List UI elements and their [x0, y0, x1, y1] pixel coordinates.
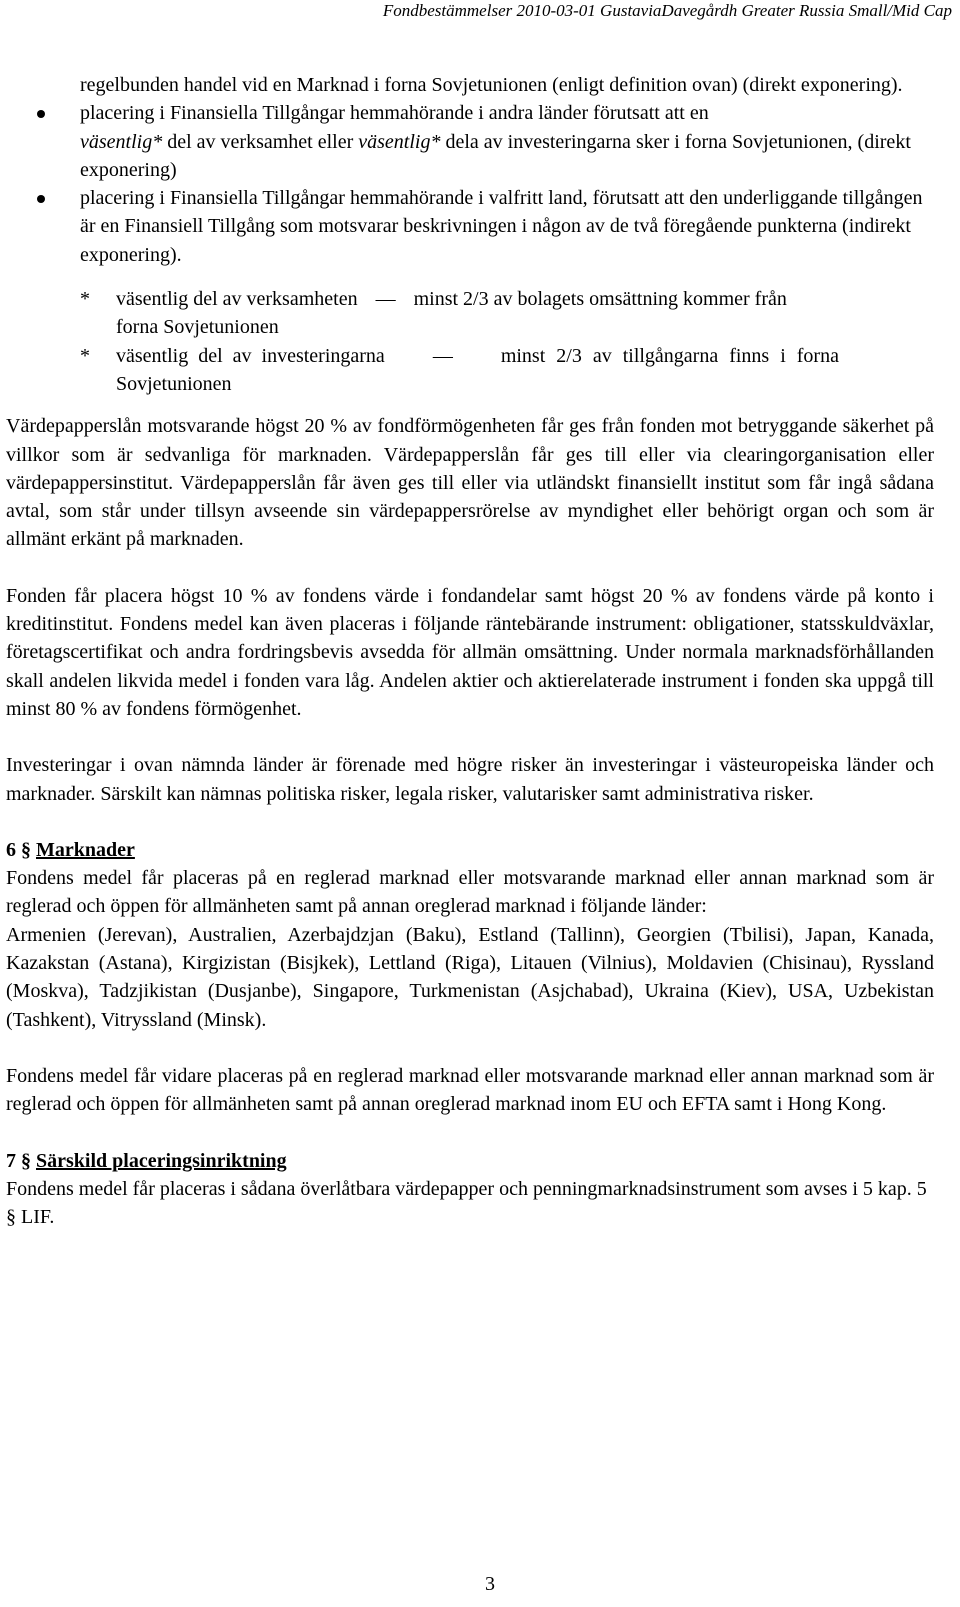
- bullet-item-1: [6, 99, 934, 184]
- document-body: [6, 71, 934, 1231]
- definition-term: väsentlig del av investeringarna: [116, 344, 385, 367]
- bullet-item-2: [6, 184, 934, 269]
- asterisk-marker: *: [80, 344, 90, 367]
- section-6-paragraph-2: Fondens medel får vidare placeras på en reglerad marknad eller motsvarande marknad eller annan marknad som är reglerad och öppen för allmänheten samt på annan oreglerad marknad inom EU och EFTA samt i Hong Kong.: [6, 1064, 934, 1116]
- paragraph-risks: Investeringar i ovan nämnda länder är förenade med högre risker än investeringar i västeuropeiska länder och marknader. Särskilt kan nämnas politiska risker, legala risker, valutarisker samt administrativa risker.: [6, 754, 934, 805]
- intro-continuation: [6, 71, 934, 99]
- bullet-text-2: placering i Finansiella Tillgångar hemmahörande i valfritt land, förutsatt att den underliggande tillgången är en Finansiell Tillgång som motsvarar beskrivningen i någon av de två föregående punkterna (indirekt exponering).: [80, 187, 923, 266]
- bullet-icon: [37, 195, 45, 203]
- definitions: [6, 285, 934, 398]
- intro-text: regelbunden handel vid en Marknad i forna Sovjetunionen (enligt definition ovan) (direkt exponering).: [80, 74, 903, 96]
- paragraph-fund-limits: Fonden får placera högst 10 % av fondens värde i fondandelar samt högst 20 % av fondens värde på konto i kreditinstitut. Fondens medel kan även placeras i följande räntebärande instrument: obligationer, statsskuldväxlar, företagscertifikat och andra fordringsbevis avsedda för allmän omsättning. Under normala marknadsförhållanden skall andelen likvida medel i fonden vara låg. Andelen aktier och aktierelaterade instrument i fonden ska uppgå till minst 80 % av fondens förmögenhet.: [6, 584, 934, 720]
- section-6-paragraph-1: Fondens medel får placeras på en reglerad marknad eller motsvarande marknad eller annan marknad som är reglerad och öppen för allmänheten samt på annan oreglerad marknad i följande länder:: [6, 867, 934, 918]
- section-6-heading: 6 § Marknader: [6, 838, 135, 861]
- definition-dash: —: [432, 344, 453, 367]
- page-number: 3: [485, 1573, 495, 1595]
- section-7-heading: 7 § Särskild placeringsinriktning: [6, 1149, 287, 1172]
- definition-cont: Sovjetunionen: [116, 372, 232, 395]
- paragraph-securities-lending: Värdepapperslån motsvarande högst 20 % av fondförmögenheten får ges från fonden mot betryggande säkerhet på villkor som är sedvanliga för marknaden. Värdepapperslån får ges till eller via clearingorganisation eller värdepappersinstitut. Värdepapperslån får även ges till eller via utländskt finansiellt institut som får ingå sådana avtal, som står under tillsyn avseende sin värdepappersrörelse av myndighet eller behörigt organ och som är allmänt erkänt på marknaden.: [6, 415, 934, 551]
- definition-1: [80, 285, 934, 342]
- section-6-countries: Armenien (Jerevan), Australien, Azerbajdzjan (Baku), Estland (Tallinn), Georgien (Tbilisi), Japan, Kanada, Kazakstan (Astana), Kirgizistan (Bisjkek), Lettland (Riga), Litauen (Vilnius), Moldavien (Chisinau), Ryssland (Moskva), Tadzjikistan (Dusjanbe), Singapore, Turkmenistan (Asjchabad), Ukraina (Kiev), USA, Uzbekistan (Tashkent), Vitryssland (Minsk).: [6, 923, 934, 1031]
- definition-2: [80, 342, 934, 399]
- definition-text: minst 2/3 av tillgångarna finns i forna: [500, 344, 839, 367]
- bullet-text-1: placering i Finansiella Tillgångar hemmahörande i andra länder förutsatt att en väsentlig* del av verksamhet eller väsentlig* dela av investeringarna sker i forna Sovjetunionen, (direkt exponering): [80, 102, 911, 181]
- section-7-paragraph: Fondens medel får placeras i sådana överlåtbara värdepapper och penningmarknadsinstrument som avses i 5 kap. 5 § LIF.: [6, 1177, 927, 1229]
- definition-text: minst 2/3 av bolagets omsättning kommer från: [413, 288, 787, 311]
- definition-dash: —: [375, 288, 396, 311]
- definition-term: väsentlig del av verksamheten: [116, 288, 358, 311]
- asterisk-marker: *: [80, 288, 90, 311]
- running-header: Fondbestämmelser 2010-03-01 GustaviaDavegårdh Greater Russia Small/Mid Cap: [382, 1, 952, 20]
- definition-cont: forna Sovjetunionen: [116, 316, 279, 339]
- bullet-icon: [37, 110, 45, 118]
